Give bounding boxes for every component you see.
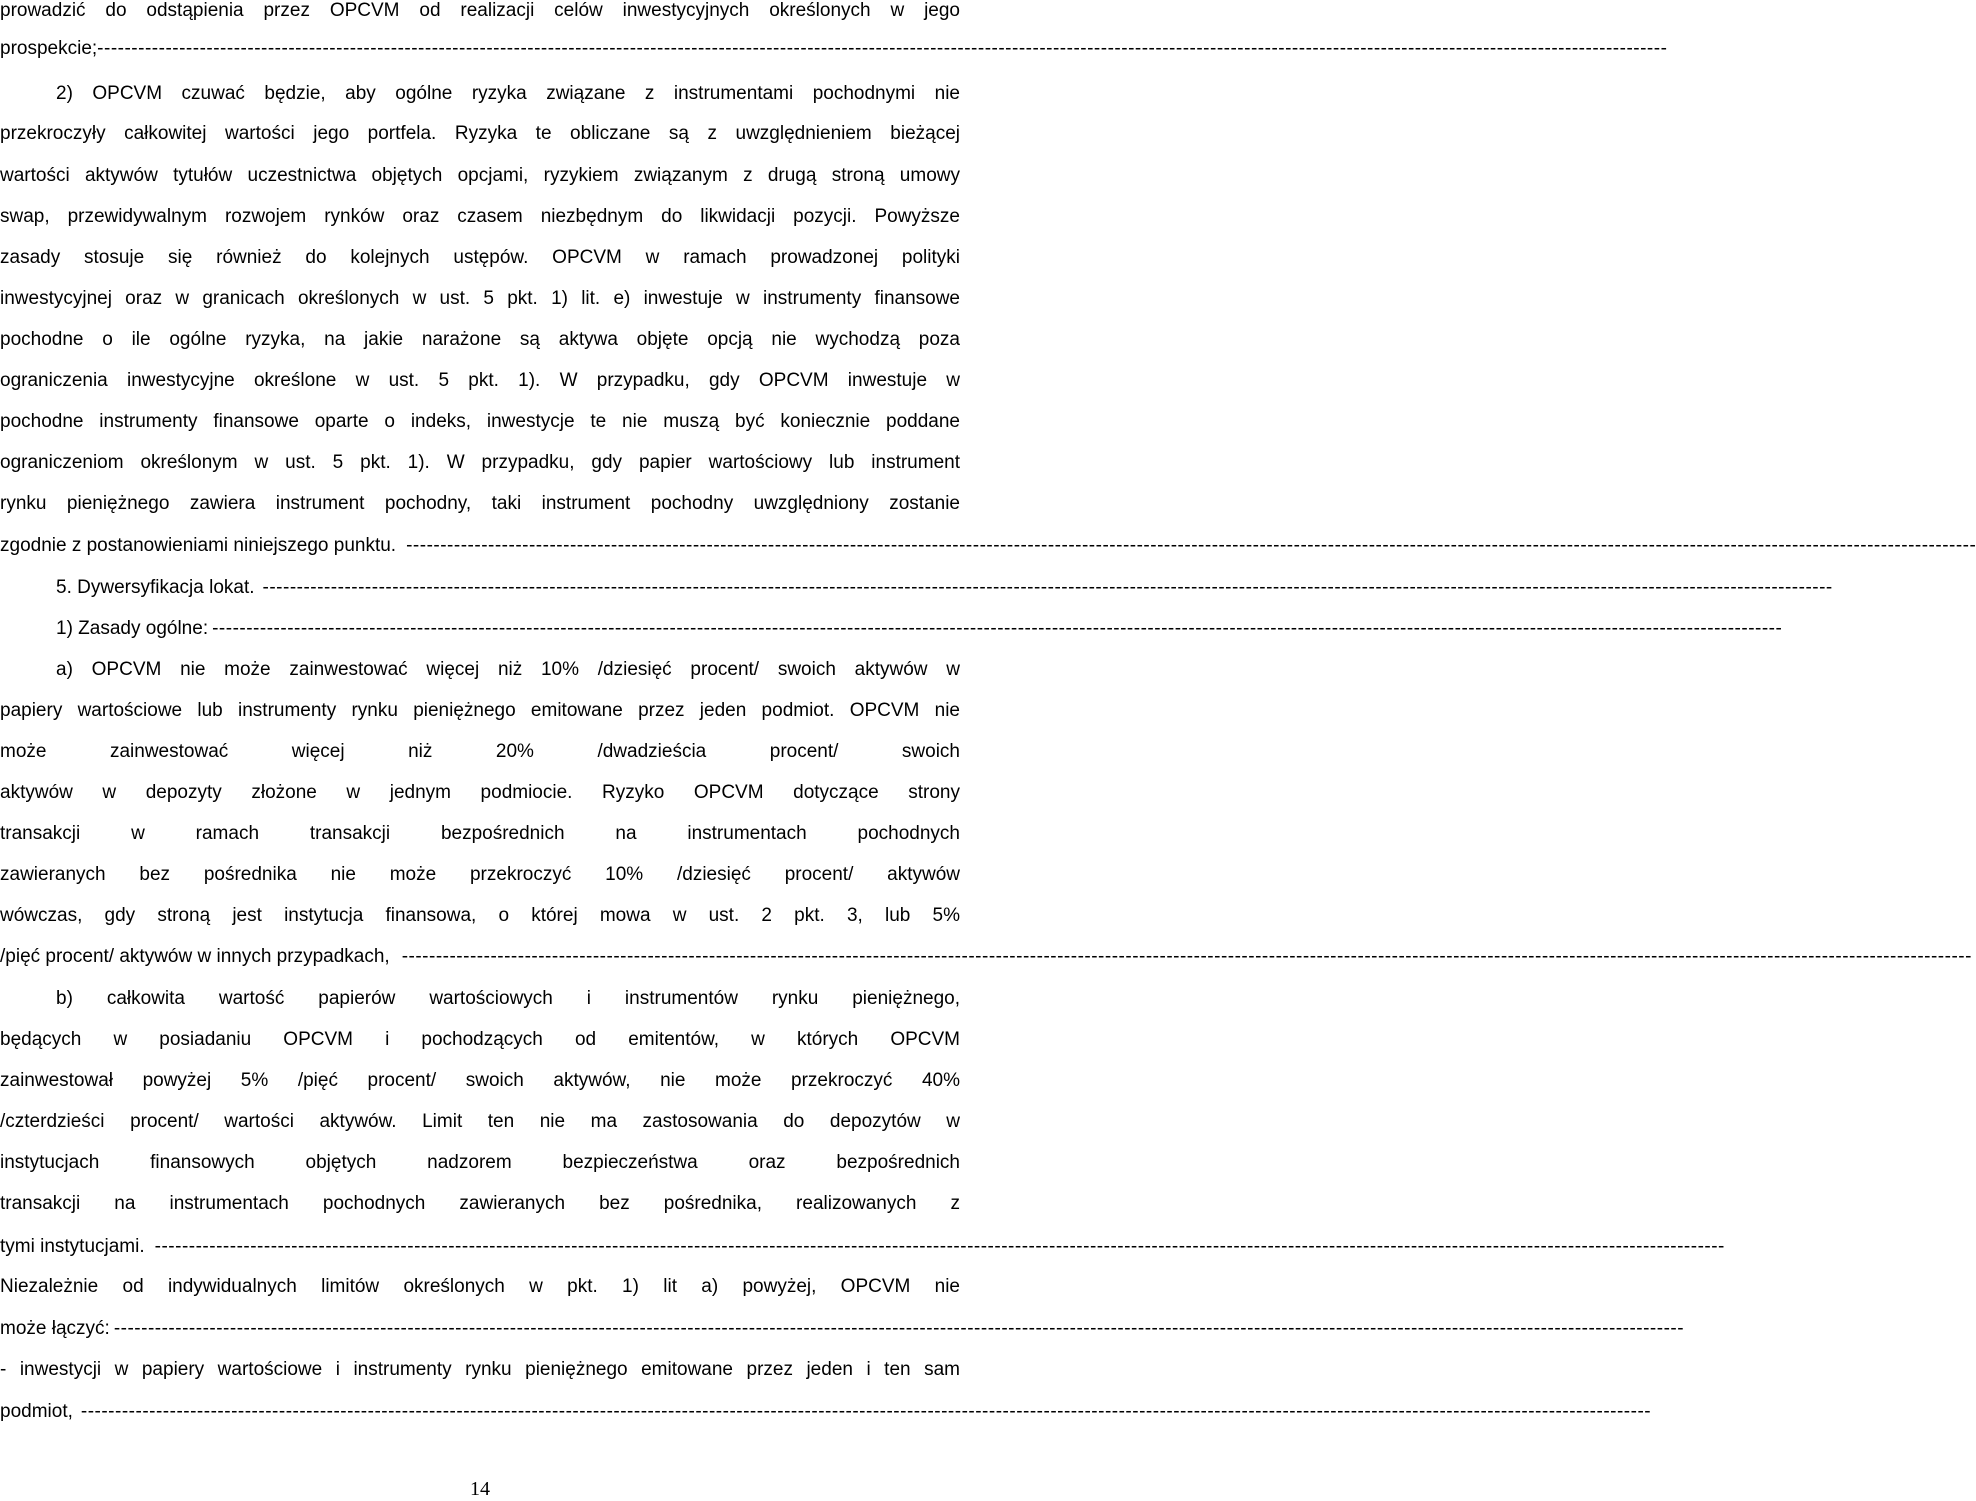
text-line: przekroczyły całkowitej wartości jego portfela. Ryzyka te obliczane są z uwzględnieniem bieżącej xyxy=(0,123,960,144)
text-line: b) całkowita wartość papierów wartościowych i instrumentów rynku pieniężnego, xyxy=(56,988,960,1009)
text-line: może zainwestować więcej niż 20% /dwadzieścia procent/ swoich xyxy=(0,741,960,762)
text-line: swap, przewidywalnym rozwojem rynków oraz czasem niezbędnym do likwidacji pozycji. Powyższe xyxy=(0,206,960,227)
text-line: wartości aktywów tytułów uczestnictwa objętych opcjami, ryzykiem związanym z drugą stroną umowy xyxy=(0,165,960,186)
text-line: będących w posiadaniu OPCVM i pochodzących od emitentów, w których OPCVM xyxy=(0,1029,960,1050)
text-line xyxy=(0,1397,1652,1427)
text-line: Niezależnie od indywidualnych limitów określonych w pkt. 1) lit a) powyżej, OPCVM nie xyxy=(0,1276,960,1297)
text-line: inwestycyjnej oraz w granicach określonych w ust. 5 pkt. 1) lit. e) inwestuje w instrumenty finansowe xyxy=(0,288,960,309)
dash-fill: -------------------------------------------------------------------------------------------------------------------------------------------------------------------------------------------------------------------------------------- xyxy=(97,38,1668,59)
text-line-content: zgodnie z postanowieniami niniejszego punktu. xyxy=(0,535,397,556)
text-line xyxy=(0,1314,1685,1344)
text-line: transakcji na instrumentach pochodnych zawieranych bez pośrednika, realizowanych z xyxy=(0,1193,960,1214)
text-line-content: tymi instytucjami. xyxy=(0,1236,145,1257)
text-line xyxy=(0,531,1976,561)
text-line-content: może łączyć: xyxy=(0,1318,110,1339)
text-line: a) OPCVM nie może zainwestować więcej niż 10% /dziesięć procent/ swoich aktywów w xyxy=(56,659,960,680)
dash-fill: -------------------------------------------------------------------------------------------------------------------------------------------------------------------------------------------------------------------------------------- xyxy=(401,946,1972,967)
text-line: pochodne o ile ogólne ryzyka, na jakie narażone są aktywa objęte opcją nie wychodzą poza xyxy=(0,329,960,350)
text-line xyxy=(0,1232,1725,1262)
page-number: 14 xyxy=(470,1478,490,1500)
text-line-content: 5. Dywersyfikacja lokat. xyxy=(56,577,255,598)
subsection-heading xyxy=(0,614,1783,644)
text-line: transakcji w ramach transakcji bezpośrednich na instrumentach pochodnych xyxy=(0,823,960,844)
text-line: 2) OPCVM czuwać będzie, aby ogólne ryzyka związane z instrumentami pochodnymi nie xyxy=(56,83,960,104)
text-line-content: 1) Zasady ogólne: xyxy=(56,618,209,639)
text-line: rynku pieniężnego zawiera instrument pochodny, taki instrument pochodny uwzględniony zostanie xyxy=(0,493,960,514)
text-line: instytucjach finansowych objętych nadzorem bezpieczeństwa oraz bezpośrednich xyxy=(0,1152,960,1173)
text-line: prowadzić do odstąpienia przez OPCVM od realizacji celów inwestycyjnych określonych w jego xyxy=(0,0,960,21)
text-line: ograniczenia inwestycyjne określone w ust. 5 pkt. 1). W przypadku, gdy OPCVM inwestuje w xyxy=(0,370,960,391)
text-line: papiery wartościowe lub instrumenty rynku pieniężnego emitowane przez jeden podmiot. OPCVM nie xyxy=(0,700,960,721)
text-line: - inwestycji w papiery wartościowe i instrumenty rynku pieniężnego emitowane przez jeden i ten sam xyxy=(0,1359,960,1380)
text-line-content: /pięć procent/ aktywów w innych przypadkach, xyxy=(0,946,390,967)
dash-fill: -------------------------------------------------------------------------------------------------------------------------------------------------------------------------------------------------------------------------------------- xyxy=(262,577,1833,598)
text-line xyxy=(0,34,1668,64)
dash-fill: -------------------------------------------------------------------------------------------------------------------------------------------------------------------------------------------------------------------------------------- xyxy=(80,1401,1652,1422)
text-line: zainwestował powyżej 5% /pięć procent/ swoich aktywów, nie może przekroczyć 40% xyxy=(0,1070,960,1091)
text-line: zasady stosuje się również do kolejnych ustępów. OPCVM w ramach prowadzonej polityki xyxy=(0,247,960,268)
text-line: /czterdzieści procent/ wartości aktywów. Limit ten nie ma zastosowania do depozytów w xyxy=(0,1111,960,1132)
dash-fill: -------------------------------------------------------------------------------------------------------------------------------------------------------------------------------------------------------------------------------------- xyxy=(406,535,1976,556)
dash-fill: -------------------------------------------------------------------------------------------------------------------------------------------------------------------------------------------------------------------------------------- xyxy=(154,1236,1725,1257)
text-line-content: prospekcie; xyxy=(0,38,98,59)
dash-fill: -------------------------------------------------------------------------------------------------------------------------------------------------------------------------------------------------------------------------------------- xyxy=(212,618,1783,639)
text-line-content: podmiot, xyxy=(0,1401,73,1422)
text-line: pochodne instrumenty finansowe oparte o indeks, inwestycje te nie muszą być koniecznie poddane xyxy=(0,411,960,432)
text-line xyxy=(0,942,1972,972)
text-line: ograniczeniom określonym w ust. 5 pkt. 1). W przypadku, gdy papier wartościowy lub instrument xyxy=(0,452,960,473)
text-line: aktywów w depozyty złożone w jednym podmiocie. Ryzyko OPCVM dotyczące strony xyxy=(0,782,960,803)
dash-fill: -------------------------------------------------------------------------------------------------------------------------------------------------------------------------------------------------------------------------------------- xyxy=(113,1318,1685,1339)
text-line: zawieranych bez pośrednika nie może przekroczyć 10% /dziesięć procent/ aktywów xyxy=(0,864,960,885)
text-line: wówczas, gdy stroną jest instytucja finansowa, o której mowa w ust. 2 pkt. 3, lub 5% xyxy=(0,905,960,926)
section-heading xyxy=(0,573,1833,603)
